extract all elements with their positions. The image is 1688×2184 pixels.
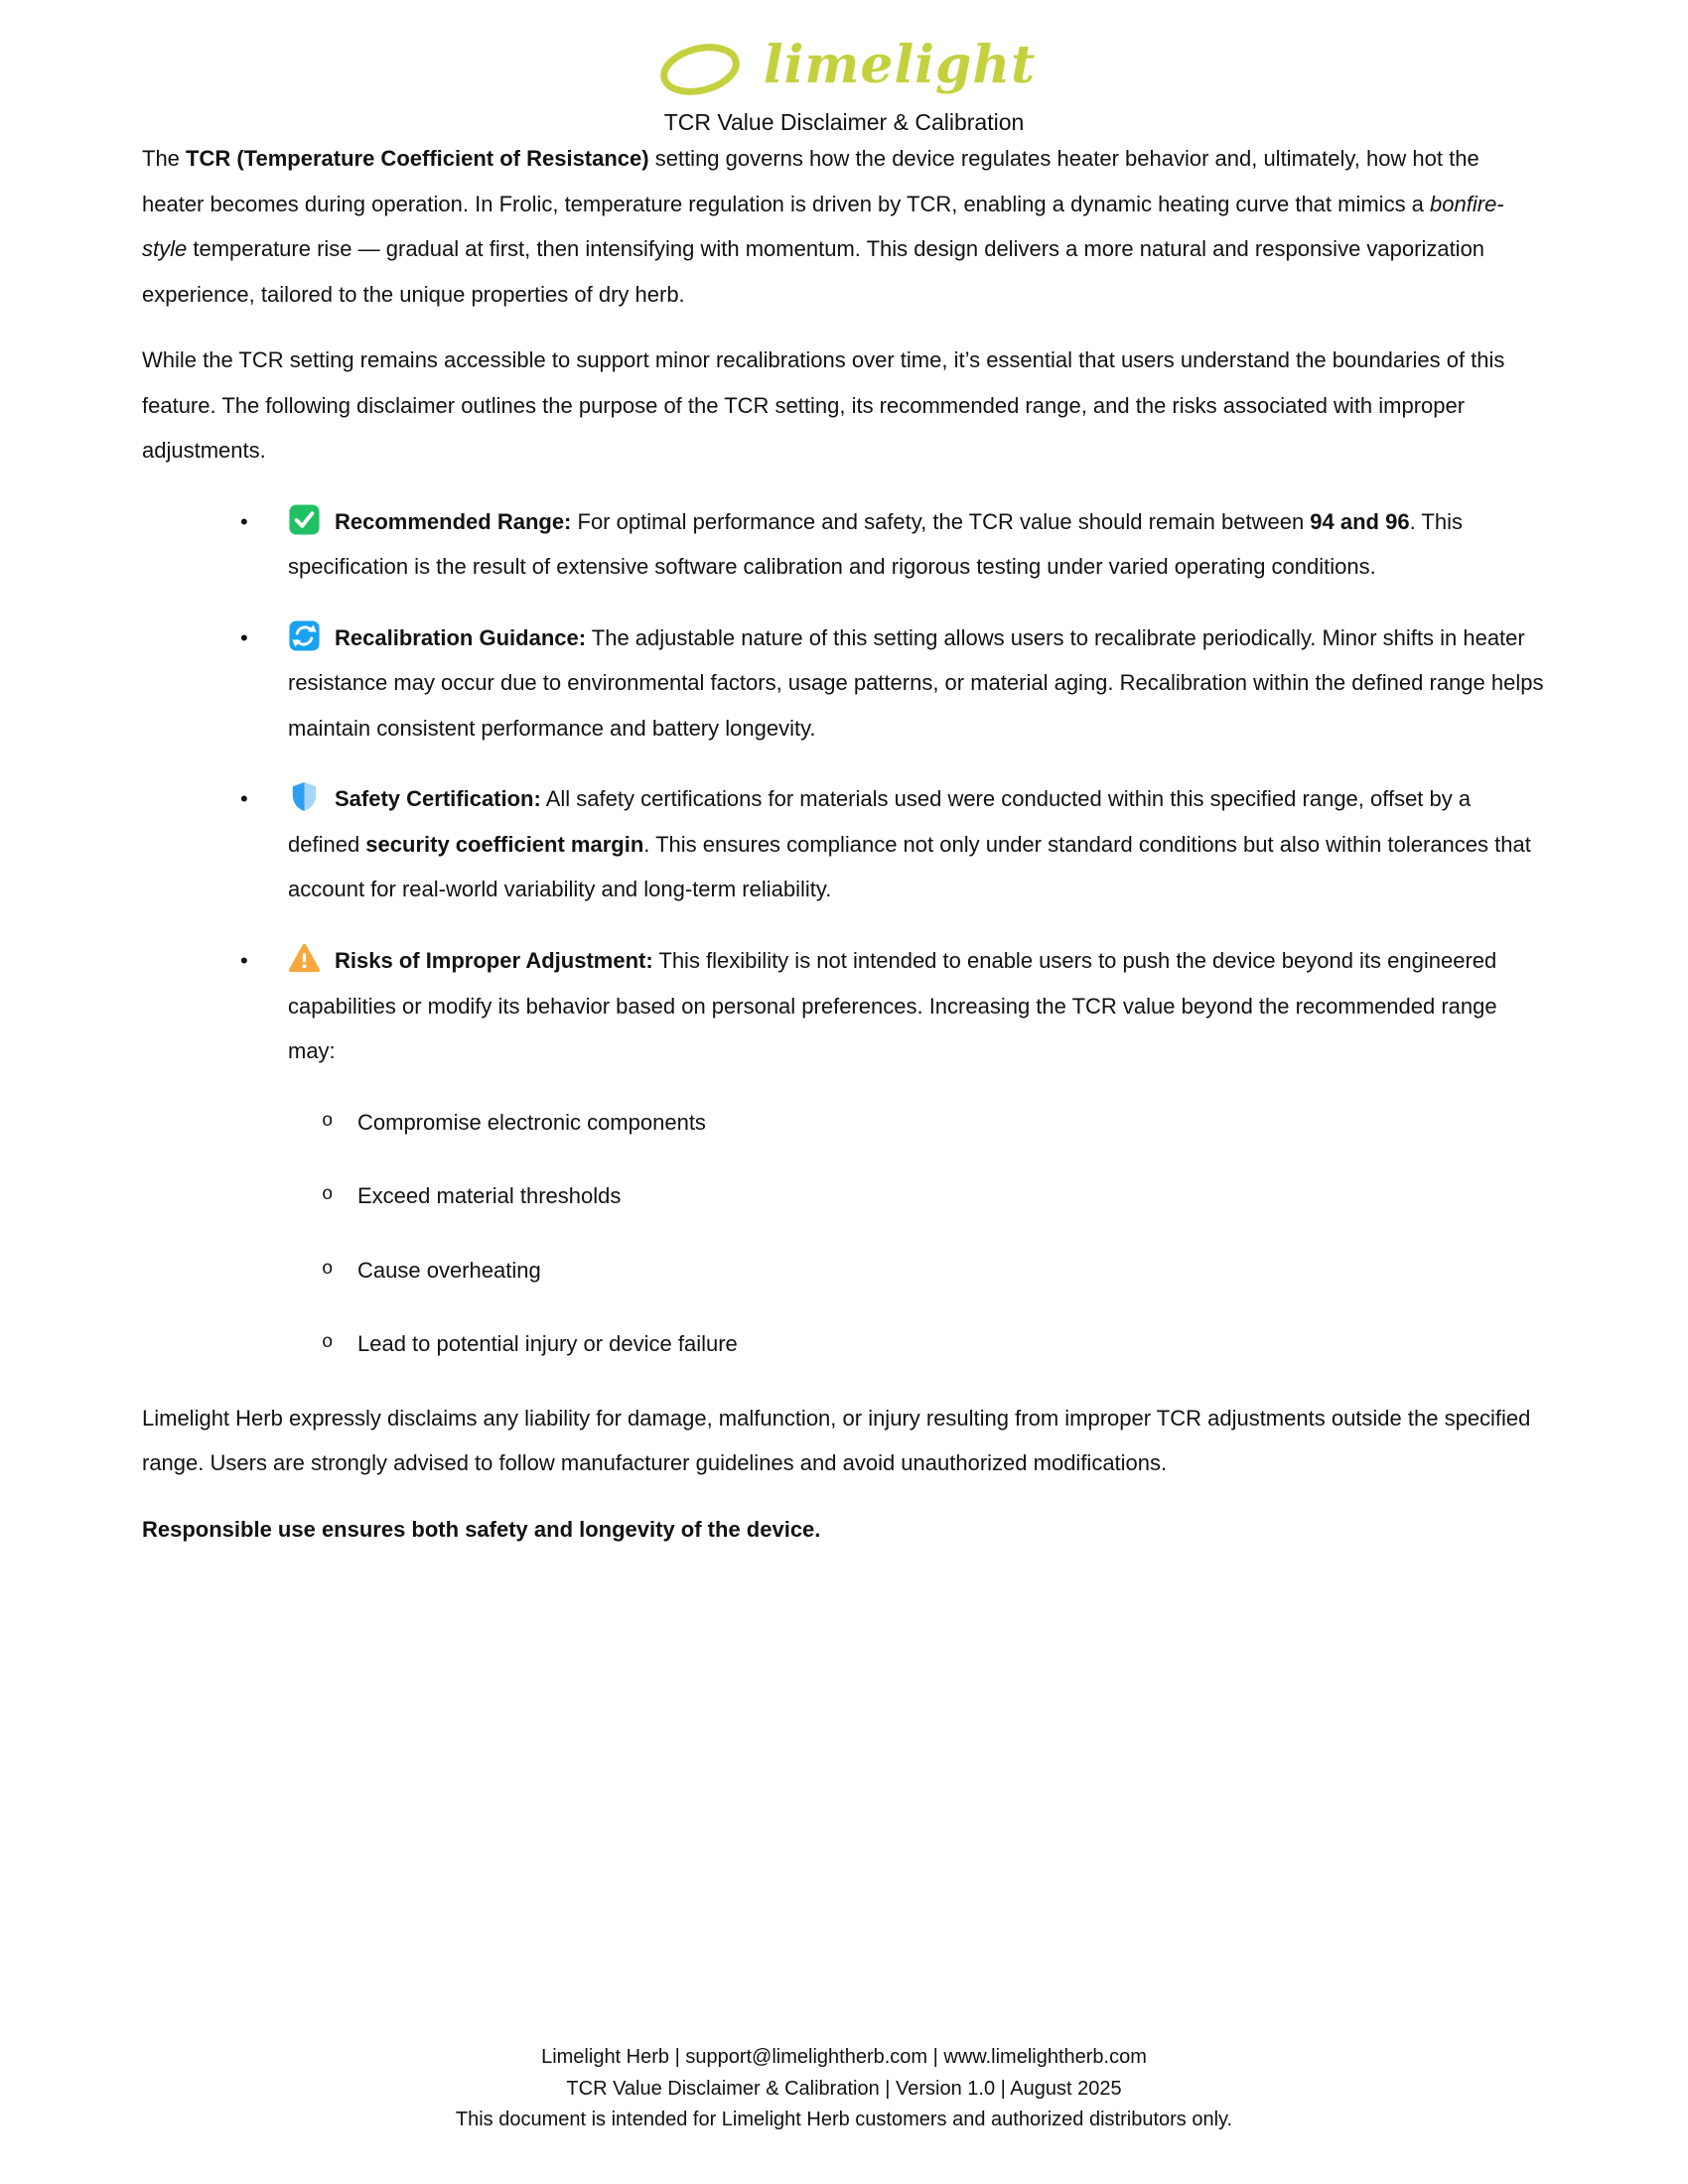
recalibrate-icon [288, 619, 321, 652]
sub-list-item [142, 1321, 1546, 1367]
intro-p1-pre: The [142, 146, 187, 171]
footer-contact-line: Limelight Herb | support@limelightherb.com | www.limelightherb.com [541, 2046, 1147, 2069]
footer-audience-line: This document is intended for Limelight Herb customers and authorized distributors only. [455, 2109, 1233, 2131]
footer-version-line: TCR Value Disclaimer & Calibration | Version 1.0 | August 2025 [566, 2077, 1122, 2100]
bullet-strong: security coefficient margin [365, 831, 644, 857]
list-item-risks-improper-adjustment [142, 938, 1546, 1074]
bullet-heading: Risks of Improper Adjustment: [335, 947, 653, 973]
sub-item-text: Compromise electronic components [357, 1109, 706, 1135]
responsible-use-statement: Responsible use ensures both safety and longevity of the device. [142, 1516, 821, 1542]
intro-paragraph-1 [142, 136, 1546, 317]
intro-p1-mid: setting governs how the device regulates heater behavior and, ultimately, how hot the heater becomes during operation. In Frolic, temperature regulation is driven by TCR, enabling a dynamic heating curve that mimics a [142, 146, 1479, 216]
sub-bullet-marker: o [322, 1331, 334, 1354]
sub-bullet-marker: o [322, 1183, 334, 1206]
bullet-text: This flexibility is not intended to enable users to push the device beyond its engineered capabilities or modify its behavior based on personal preferences. Increasing the TCR value beyond the recommended range may: [288, 947, 1497, 1064]
bullet-text: . This specification is the result of extensive software calibration and rigorous testing under varied operating conditions. [288, 508, 1463, 580]
disclaimer-list [142, 499, 1546, 1074]
bullet-strong: 94 and 96 [1310, 508, 1410, 534]
sub-bullet-marker: o [322, 1109, 334, 1132]
risk-sublist [142, 1100, 1546, 1367]
bullet-marker: • [240, 508, 248, 534]
bullet-heading: Safety Certification: [335, 786, 541, 812]
document-body [142, 136, 1546, 1552]
sub-list-item [142, 1248, 1546, 1294]
bullet-heading: Recommended Range: [335, 508, 572, 534]
document-footer [0, 2042, 1688, 2136]
sub-item-text: Exceed material thresholds [357, 1183, 622, 1209]
shield-icon [288, 780, 321, 813]
sub-item-text: Lead to potential injury or device failure [357, 1331, 738, 1357]
intro-paragraph-2: While the TCR setting remains accessible to support minor recalibrations over time, it’s essential that users understand the boundaries of this feature. The following disclaimer outlines the purpose of the TCR setting, its recommended range, and the risks associated with improper adjustments. [142, 347, 1505, 464]
bullet-heading: Recalibration Guidance: [335, 624, 587, 650]
list-item-recommended-range [142, 499, 1546, 590]
intro-p1-italic: bonfire-style [142, 191, 1504, 262]
page-title: TCR Value Disclaimer & Calibration [663, 109, 1025, 135]
liability-disclaimer-paragraph: Limelight Herb expressly disclaims any liability for damage, malfunction, or injury resulting from improper TCR adjustments outside the specified range. Users are strongly advised to follow manufacturer guidelines and avoid unauthorized modifications. [142, 1405, 1531, 1476]
bullet-text: For optimal performance and safety, the TCR value should remain between [571, 508, 1311, 534]
sub-item-text: Cause overheating [357, 1257, 541, 1283]
sub-list-item [142, 1100, 1546, 1146]
logo-oval-icon [652, 37, 748, 102]
brand-logo [142, 34, 1546, 105]
bullet-marker: • [240, 624, 248, 650]
sub-bullet-marker: o [322, 1257, 334, 1280]
list-item-recalibration-guidance [142, 615, 1546, 751]
warning-icon [288, 942, 321, 975]
intro-p1-post: temperature rise — gradual at first, then intensifying with momentum. This design delivers a more natural and responsive vaporization experience, tailored to the unique properties of dry herb. [142, 236, 1485, 307]
bullet-marker: • [240, 786, 248, 812]
bullet-text: . This ensures compliance not only under standard conditions but also within tolerances that account for real-world variability and long-term reliability. [288, 831, 1531, 902]
logo-wordmark: limelight [763, 35, 1037, 95]
sub-list-item [142, 1173, 1546, 1219]
bullet-marker: • [240, 947, 248, 973]
check-icon [288, 503, 321, 536]
intro-p1-bold: TCR (Temperature Coefficient of Resistance) [186, 146, 649, 171]
bullet-text: The adjustable nature of this setting allows users to recalibrate periodically. Minor shifts in heater resistance may occur due to environmental factors, usage patterns, or material aging. Recalibration within the defined range helps maintain consistent performance and battery longevity. [288, 624, 1544, 741]
bullet-text: All safety certifications for materials used were conducted within this specified range, offset by a defined [288, 786, 1472, 857]
list-item-safety-certification [142, 776, 1546, 912]
